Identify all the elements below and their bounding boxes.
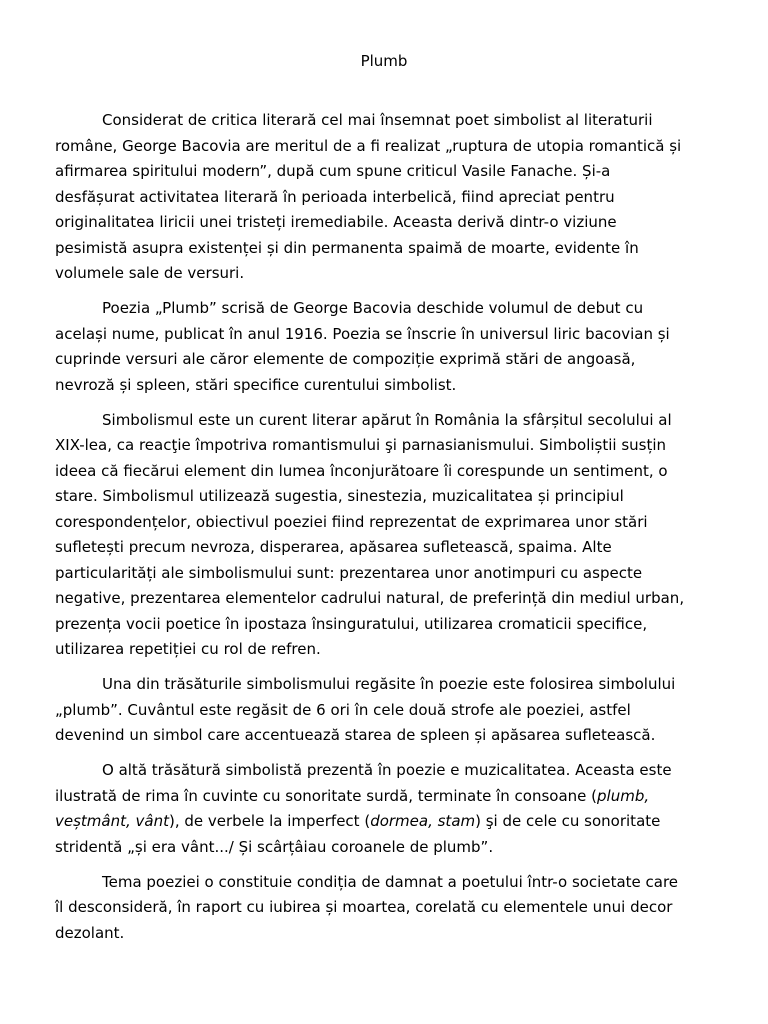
italic-text-run: dormea, stam (370, 812, 476, 830)
paragraph-line: negative, prezentarea elementelor cadrului natural, de preferință din mediul urban, (55, 589, 685, 607)
paragraph-line: Una din trăsăturile simbolismului regăsite în poezie este folosirea simbolului (102, 675, 676, 693)
text-run: ), de verbele la imperfect ( (169, 812, 371, 830)
paragraph-line: îl desconsideră, în raport cu iubirea și moartea, corelată cu elementele unui decor (55, 898, 673, 916)
paragraph-line: române, George Bacovia are meritul de a fi realizat „ruptura de utopia romantică și (55, 136, 682, 155)
paragraph-line: Tema poeziei o constituie condiția de damnat a poetului într-o societate care (102, 872, 679, 891)
paragraph-line: utilizarea repetiției cu rol de refren. (55, 640, 321, 658)
paragraph-line: prezența vocii poetice în ipostaza însinguratului, utilizarea cromaticii specifice, (55, 614, 648, 633)
paragraph-line: volumele sale de versuri. (55, 264, 245, 282)
paragraph-line: afirmarea spiritului modern”, după cum spune criticul Vasile Fanache. Și-a (55, 162, 611, 180)
paragraph-line: nevroză și spleen, stări specifice curentului simbolist. (55, 375, 457, 394)
paragraph-line: Simbolismul este un curent literar apărut în România la sfârșitul secolului al (102, 410, 672, 429)
paragraph-line: „plumb”. Cuvântul este regăsit de 6 ori în cele două strofe ale poeziei, astfel (55, 700, 631, 719)
paragraph-line: corespondențelor, obiectivul poeziei fiind reprezentat de exprimarea unor stări (55, 512, 648, 531)
paragraph-1 (55, 108, 715, 287)
paragraph-2 (55, 296, 715, 398)
paragraph-line: XIX-lea, ca reacţie împotriva romantismului şi parnasianismului. Simboliștii susțin (55, 436, 667, 454)
paragraph-line: pesimistă asupra existenței și din permanenta spaimă de moarte, evidente în (55, 238, 639, 257)
paragraph-line: desfășurat activitatea literară în perioada interbelică, fiind apreciat pentru (55, 187, 615, 206)
document-title: Plumb (360, 52, 408, 70)
paragraph-line (55, 809, 715, 835)
paragraph-3 (55, 408, 715, 663)
paragraph-line: ideea că fiecărui element din lumea înconjurătoare îi corespunde un sentiment, o (55, 461, 668, 480)
paragraph-line: cuprinde versuri ale căror elemente de compoziție exprimă stări de angoasă, (55, 350, 636, 368)
paragraph-line: O altă trăsătură simbolistă prezentă în poezie e muzicalitatea. Aceasta este (102, 761, 672, 779)
italic-text-run: plumb, (597, 786, 650, 805)
paragraph-line: stare. Simbolismul utilizează sugestia, sinestezia, muzicalitatea și principiul (55, 487, 624, 505)
document-body (55, 108, 715, 956)
paragraph-5 (55, 758, 715, 860)
text-run: ) şi de cele cu sonoritate (475, 812, 661, 830)
paragraph-line: stridentă „și era vânt.../ Și scârțâiau coroanele de plumb”. (55, 837, 494, 856)
paragraph-6 (55, 870, 715, 947)
paragraph-line: același nume, publicat în anul 1916. Poezia se înscrie în universul liric bacovian și (55, 324, 670, 343)
paragraph-line: devenind un simbol care accentuează starea de spleen și apăsarea sufletească. (55, 726, 656, 744)
paragraph-line: dezolant. (55, 923, 125, 942)
paragraph-line: Considerat de critica literară cel mai însemnat poet simbolist al literaturii (102, 111, 653, 129)
paragraph-line: sufletești precum nevroza, disperarea, apăsarea sufletească, spaima. Alte (55, 538, 612, 556)
italic-text-run: veștmânt, vânt (55, 812, 169, 830)
paragraph-4 (55, 672, 715, 749)
paragraph-line (55, 784, 715, 810)
paragraph-line: particularități ale simbolismului sunt: prezentarea unor anotimpuri cu aspecte (55, 563, 643, 582)
paragraph-line: Poezia „Plumb” scrisă de George Bacovia deschide volumul de debut cu (102, 299, 644, 317)
text-run: ilustrată de rima în cuvinte cu sonoritate surdă, terminate în consoane ( (55, 786, 598, 805)
paragraph-line: originalitatea liricii unei tristeți iremediabile. Aceasta derivă dintr-o viziune (55, 213, 617, 231)
